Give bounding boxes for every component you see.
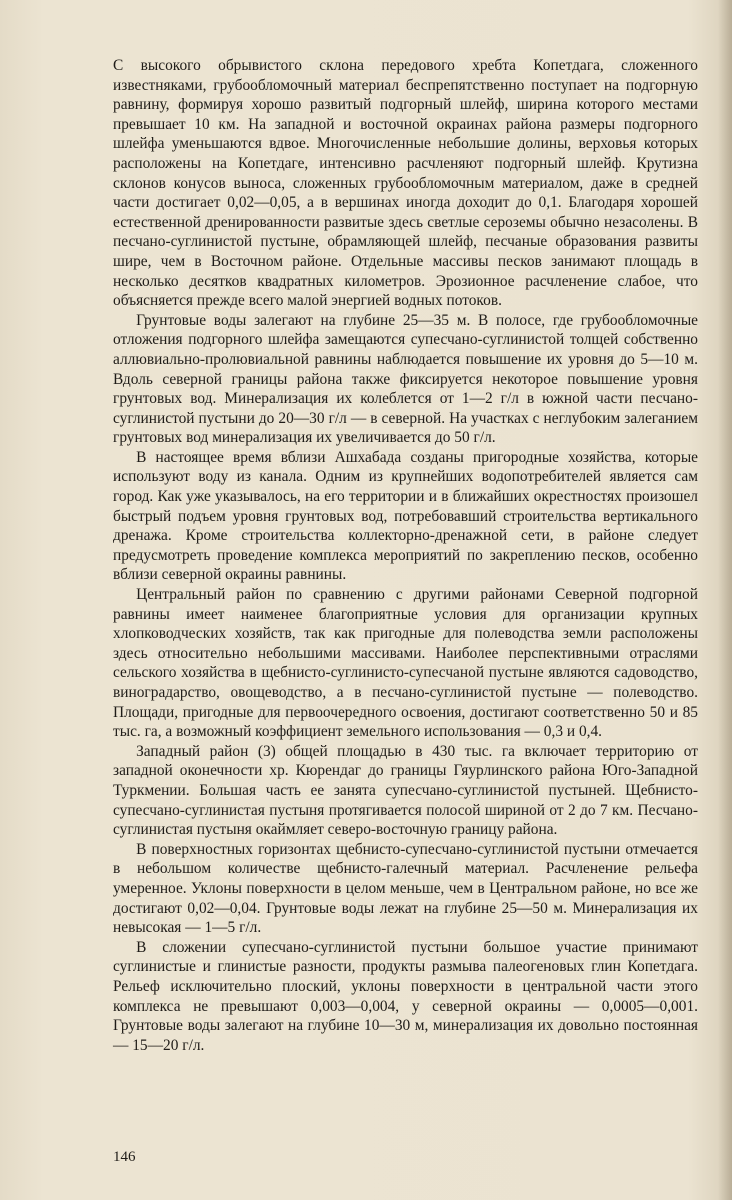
page-number: 146 (113, 1149, 136, 1165)
paragraph-4: Центральный район по сравнению с другими районами Северной подгорной равнины имеет наименее благоприятные условия для организации крупных хлопководческих хозяйств, так как пригодные для полеводства земли расположены здесь относительно небольшими массивами. Наиболее перспективными отраслями сельского хозяйства в щебнисто-суглинисто-супесчаной пустыне являются садоводство, виноградарство, овощеводство, а в песчано-суглинистой пустыне — полеводство. Площади, пригодные для первоочередного освоения, достигают соответственно 50 и 85 тыс. га, а возможный коэффициент земельного использования — 0,3 и 0,4. (113, 586, 698, 741)
paragraph-1: С высокого обрывистого склона передового хребта Копетдага, сложенного известняками, грубообломочный материал беспрепятственно поступает на подгорную равнину, формируя хорошо развитый подгорный шлейф, ширина которого местами превышает 10 км. На западной и восточной окраинах района размеры подгорного шлейфа уменьшаются вдвое. Многочисленные небольшие долины, верховья которых расположены на Копетдаге, интенсивно расчленяют подгорный шлейф. Крутизна склонов конусов выноса, сложенных грубообломочным материалом, даже в средней части достигает 0,02—0,05, а в вершинах иногда доходит до 0,1. Благодаря хорошей естественной дренированности развитые здесь светлые сероземы обычно незасолены. В песчано-суглинистой пустыне, обрамляющей шлейф, песчаные образования развиты шире, чем в Восточном районе. Отдельные массивы песков занимают площадь в несколько десятков квадратных километров. Эрозионное расчленение слабое, что объясняется прежде всего малой энергией водных потоков. (113, 57, 698, 310)
body-text (113, 56, 698, 1055)
paragraph-5: Западный район (3) общей площадью в 430 тыс. га включает территорию от западной оконечности хр. Кюрендаг до границы Гяурлинского района Юго-Западной Туркмении. Большая часть ее занята супесчано-суглинистой пустыней. Щебнисто-супесчано-суглинистая пустыня протягивается полосой шириной от 2 до 7 км. Песчано-суглинистая пустыня окаймляет северо-восточную границу района. (113, 742, 698, 839)
paragraph-7: В сложении супесчано-суглинистой пустыни большое участие принимают суглинистые и глинистые разности, продукты размыва палеогеновых глин Копетдага. Рельеф исключительно плоский, уклоны поверхности в центральной части этого комплекса не превышают 0,003—0,004, у северной окраины — 0,0005—0,001. Грунтовые воды залегают на глубине 10—30 м, минерализация их довольно постоянная — 15—20 г/л. (113, 938, 698, 1054)
paragraph-6: В поверхностных горизонтах щебнисто-супесчано-суглинистой пустыни отмечается в небольшом количестве щебнисто-галечный материал. Расчленение рельефа умеренное. Уклоны поверхности в целом меньше, чем в Центральном районе, но все же достигают 0,02—0,04. Грунтовые воды лежат на глубине 25—50 м. Минерализация их невысокая — 1—5 г/л. (113, 840, 698, 937)
paragraph-3: В настоящее время вблизи Ашхабада созданы пригородные хозяйства, которые используют воду из канала. Одним из крупнейших водопотребителей является сам город. Как уже указывалось, на его территории и в ближайших окрестностях произошел быстрый подъем уровня грунтовых вод, потребовавший строительства вертикального дренажа. Кроме строительства коллекторно-дренажной сети, в районе следует предусмотреть проведение комплекса мероприятий по закреплению песков, особенно вблизи северной окраины равнины. (113, 448, 698, 584)
paragraph-2: Грунтовые воды залегают на глубине 25—35 м. В полосе, где грубообломочные отложения подгорного шлейфа замещаются супесчано-суглинистой толщей собственно аллювиально-пролювиальной равнины наблюдается повышение их уровня до 5—10 м. Вдоль северной границы района также фиксируется некоторое повышение уровня грунтовых вод. Минерализация их колеблется от 1—2 г/л в южной части песчано-суглинистой пустыни до 20—30 г/л — в северной. На участках с неглубоким залеганием грунтовых вод минерализация их увеличивается до 50 г/л. (113, 311, 698, 447)
page-edge-shadow (718, 0, 732, 1200)
